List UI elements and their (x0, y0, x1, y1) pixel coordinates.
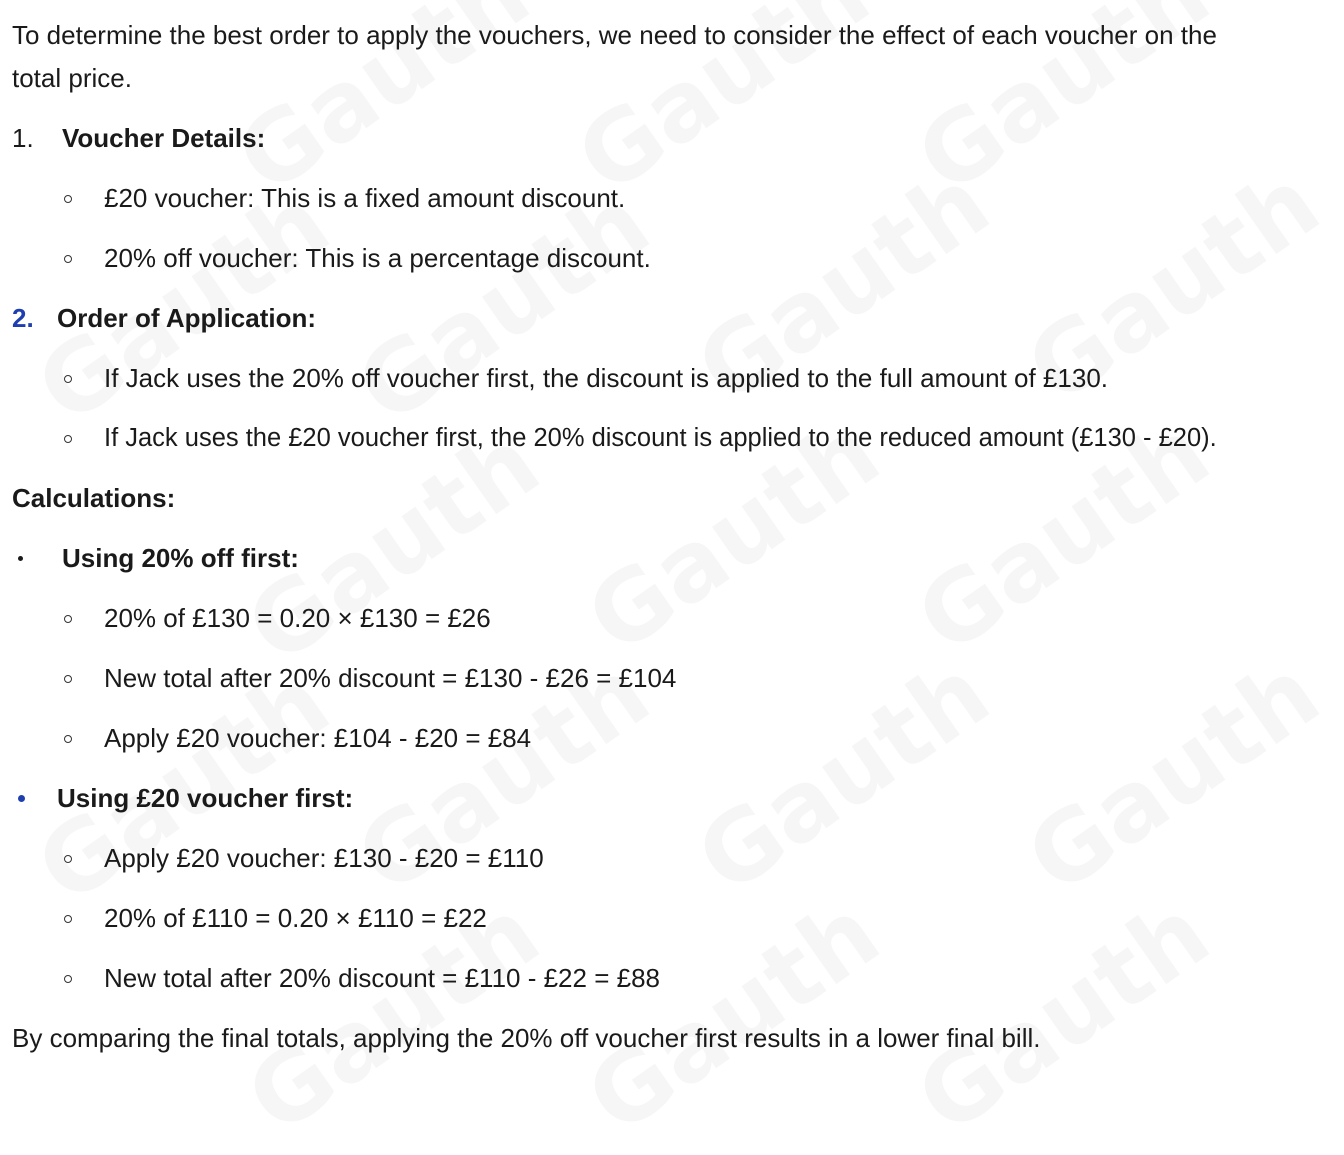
case-heading: Using 20% off first: (62, 543, 299, 573)
list-item-text: £20 voucher: This is a fixed amount discount. (104, 183, 626, 213)
list-item (0, 422, 1344, 454)
circle-bullet-icon (64, 975, 72, 983)
list-item (0, 902, 1344, 934)
section-order-of-application (0, 302, 1344, 334)
list-item (0, 362, 1344, 394)
circle-bullet-icon (64, 195, 72, 203)
case-heading: Using £20 voucher first: (57, 783, 354, 813)
section-heading: Voucher Details: (62, 123, 266, 153)
list-item-text: Apply £20 voucher: £130 - £20 = £110 (104, 843, 544, 873)
circle-bullet-icon (64, 615, 72, 623)
list-item (0, 842, 1344, 874)
circle-bullet-icon (64, 855, 72, 863)
list-item-text: Apply £20 voucher: £104 - £20 = £84 (104, 723, 532, 753)
conclusion-text: By comparing the final totals, applying the 20% off voucher first results in a lower final bill. (12, 1023, 1041, 1053)
section-heading: Order of Application: (57, 303, 317, 333)
circle-bullet-icon (64, 915, 72, 923)
list-item (0, 662, 1344, 694)
list-item-text: 20% of £110 = 0.20 × £110 = £22 (104, 903, 487, 933)
case-voucher-first (0, 782, 1344, 814)
list-item (0, 182, 1344, 214)
section-voucher-details (0, 122, 1344, 154)
list-item-text: If Jack uses the 20% off voucher first, the discount is applied to the full amount of £130. (104, 363, 1108, 393)
circle-bullet-icon (64, 255, 72, 263)
dot-bullet-icon (18, 795, 25, 802)
list-item-text: New total after 20% discount = £130 - £26 = £104 (104, 663, 677, 693)
section-number: 2. (12, 303, 34, 333)
circle-bullet-icon (64, 435, 72, 443)
intro-text-continued: total price. (12, 63, 132, 93)
circle-bullet-icon (64, 375, 72, 383)
list-item (0, 722, 1344, 754)
intro-text: To determine the best order to apply the vouchers, we need to consider the effect of each voucher on the (12, 20, 1217, 50)
circle-bullet-icon (64, 735, 72, 743)
list-item (0, 602, 1344, 634)
circle-bullet-icon (64, 675, 72, 683)
section-number: 1. (12, 123, 34, 153)
calculations-heading: Calculations: (12, 483, 176, 513)
list-item-text: If Jack uses the £20 voucher first, the 20% discount is applied to the reduced amount (£130 - £20). (104, 424, 1217, 452)
case-percent-first (0, 542, 1344, 574)
dot-bullet-icon (18, 556, 23, 561)
list-item (0, 242, 1344, 274)
list-item-text: 20% of £130 = 0.20 × £130 = £26 (104, 603, 491, 633)
list-item (0, 962, 1344, 994)
list-item-text: 20% off voucher: This is a percentage discount. (104, 243, 651, 273)
list-item-text: New total after 20% discount = £110 - £22 = £88 (104, 963, 660, 993)
